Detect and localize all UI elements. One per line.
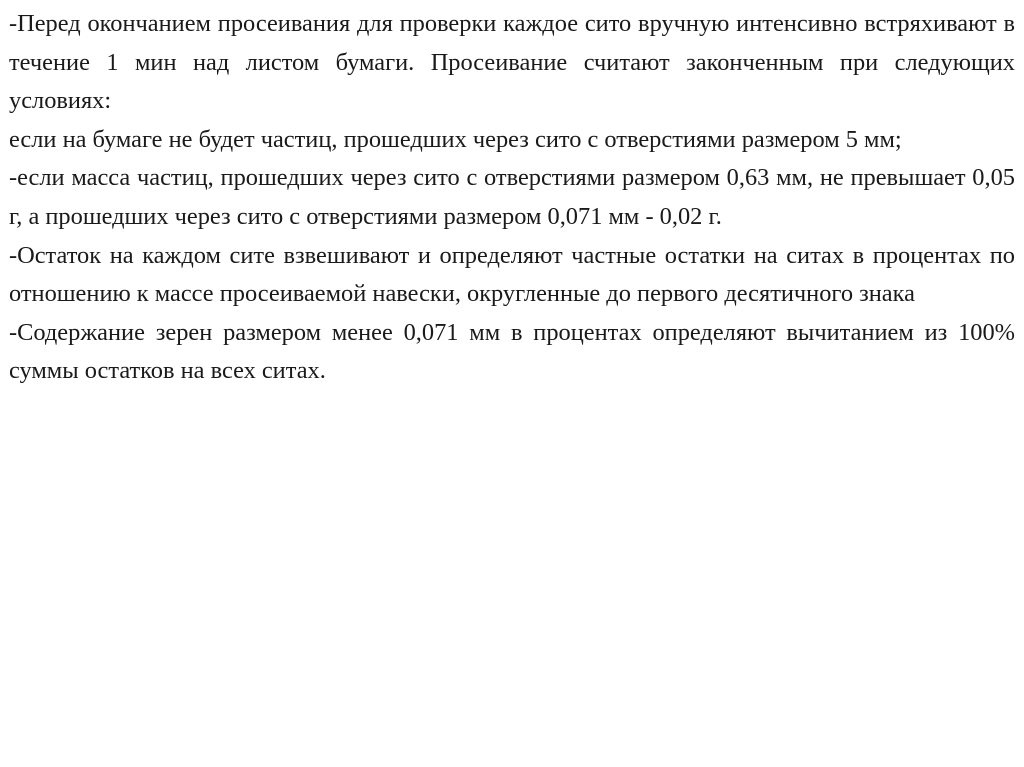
paragraph-fine-grain-content: -Содержание зерен размером менее 0,071 мм в процентах определяют вычитанием из 100% суммы остатков на всех ситах. (9, 318, 1015, 385)
paragraph-condition-5mm: если на бумаге не будет частиц, прошедших через сито с отверстиями размером 5 мм; (9, 125, 902, 153)
paragraph-condition-mass: -если масса частиц, прошедших через сито с отверстиями размером 0,63 мм, не превышает 0,05 г, а прошедших через сито с отверстиями размером 0,071 мм - 0,02 г. (9, 164, 1015, 230)
body-text (9, 5, 1015, 391)
paragraph-residue-weighing: -Остаток на каждом сите взвешивают и определяют частные остатки на ситах в процентах по отношению к массе просеиваемой навески, округленные до первого десятичного знака (9, 241, 1015, 308)
paragraph-sieving-check: -Перед окончанием просеивания для проверки каждое сито вручную интенсивно встряхивают в течение 1 мин над листом бумаги. Просеивание считают законченным при следующих условиях: (9, 10, 1015, 115)
